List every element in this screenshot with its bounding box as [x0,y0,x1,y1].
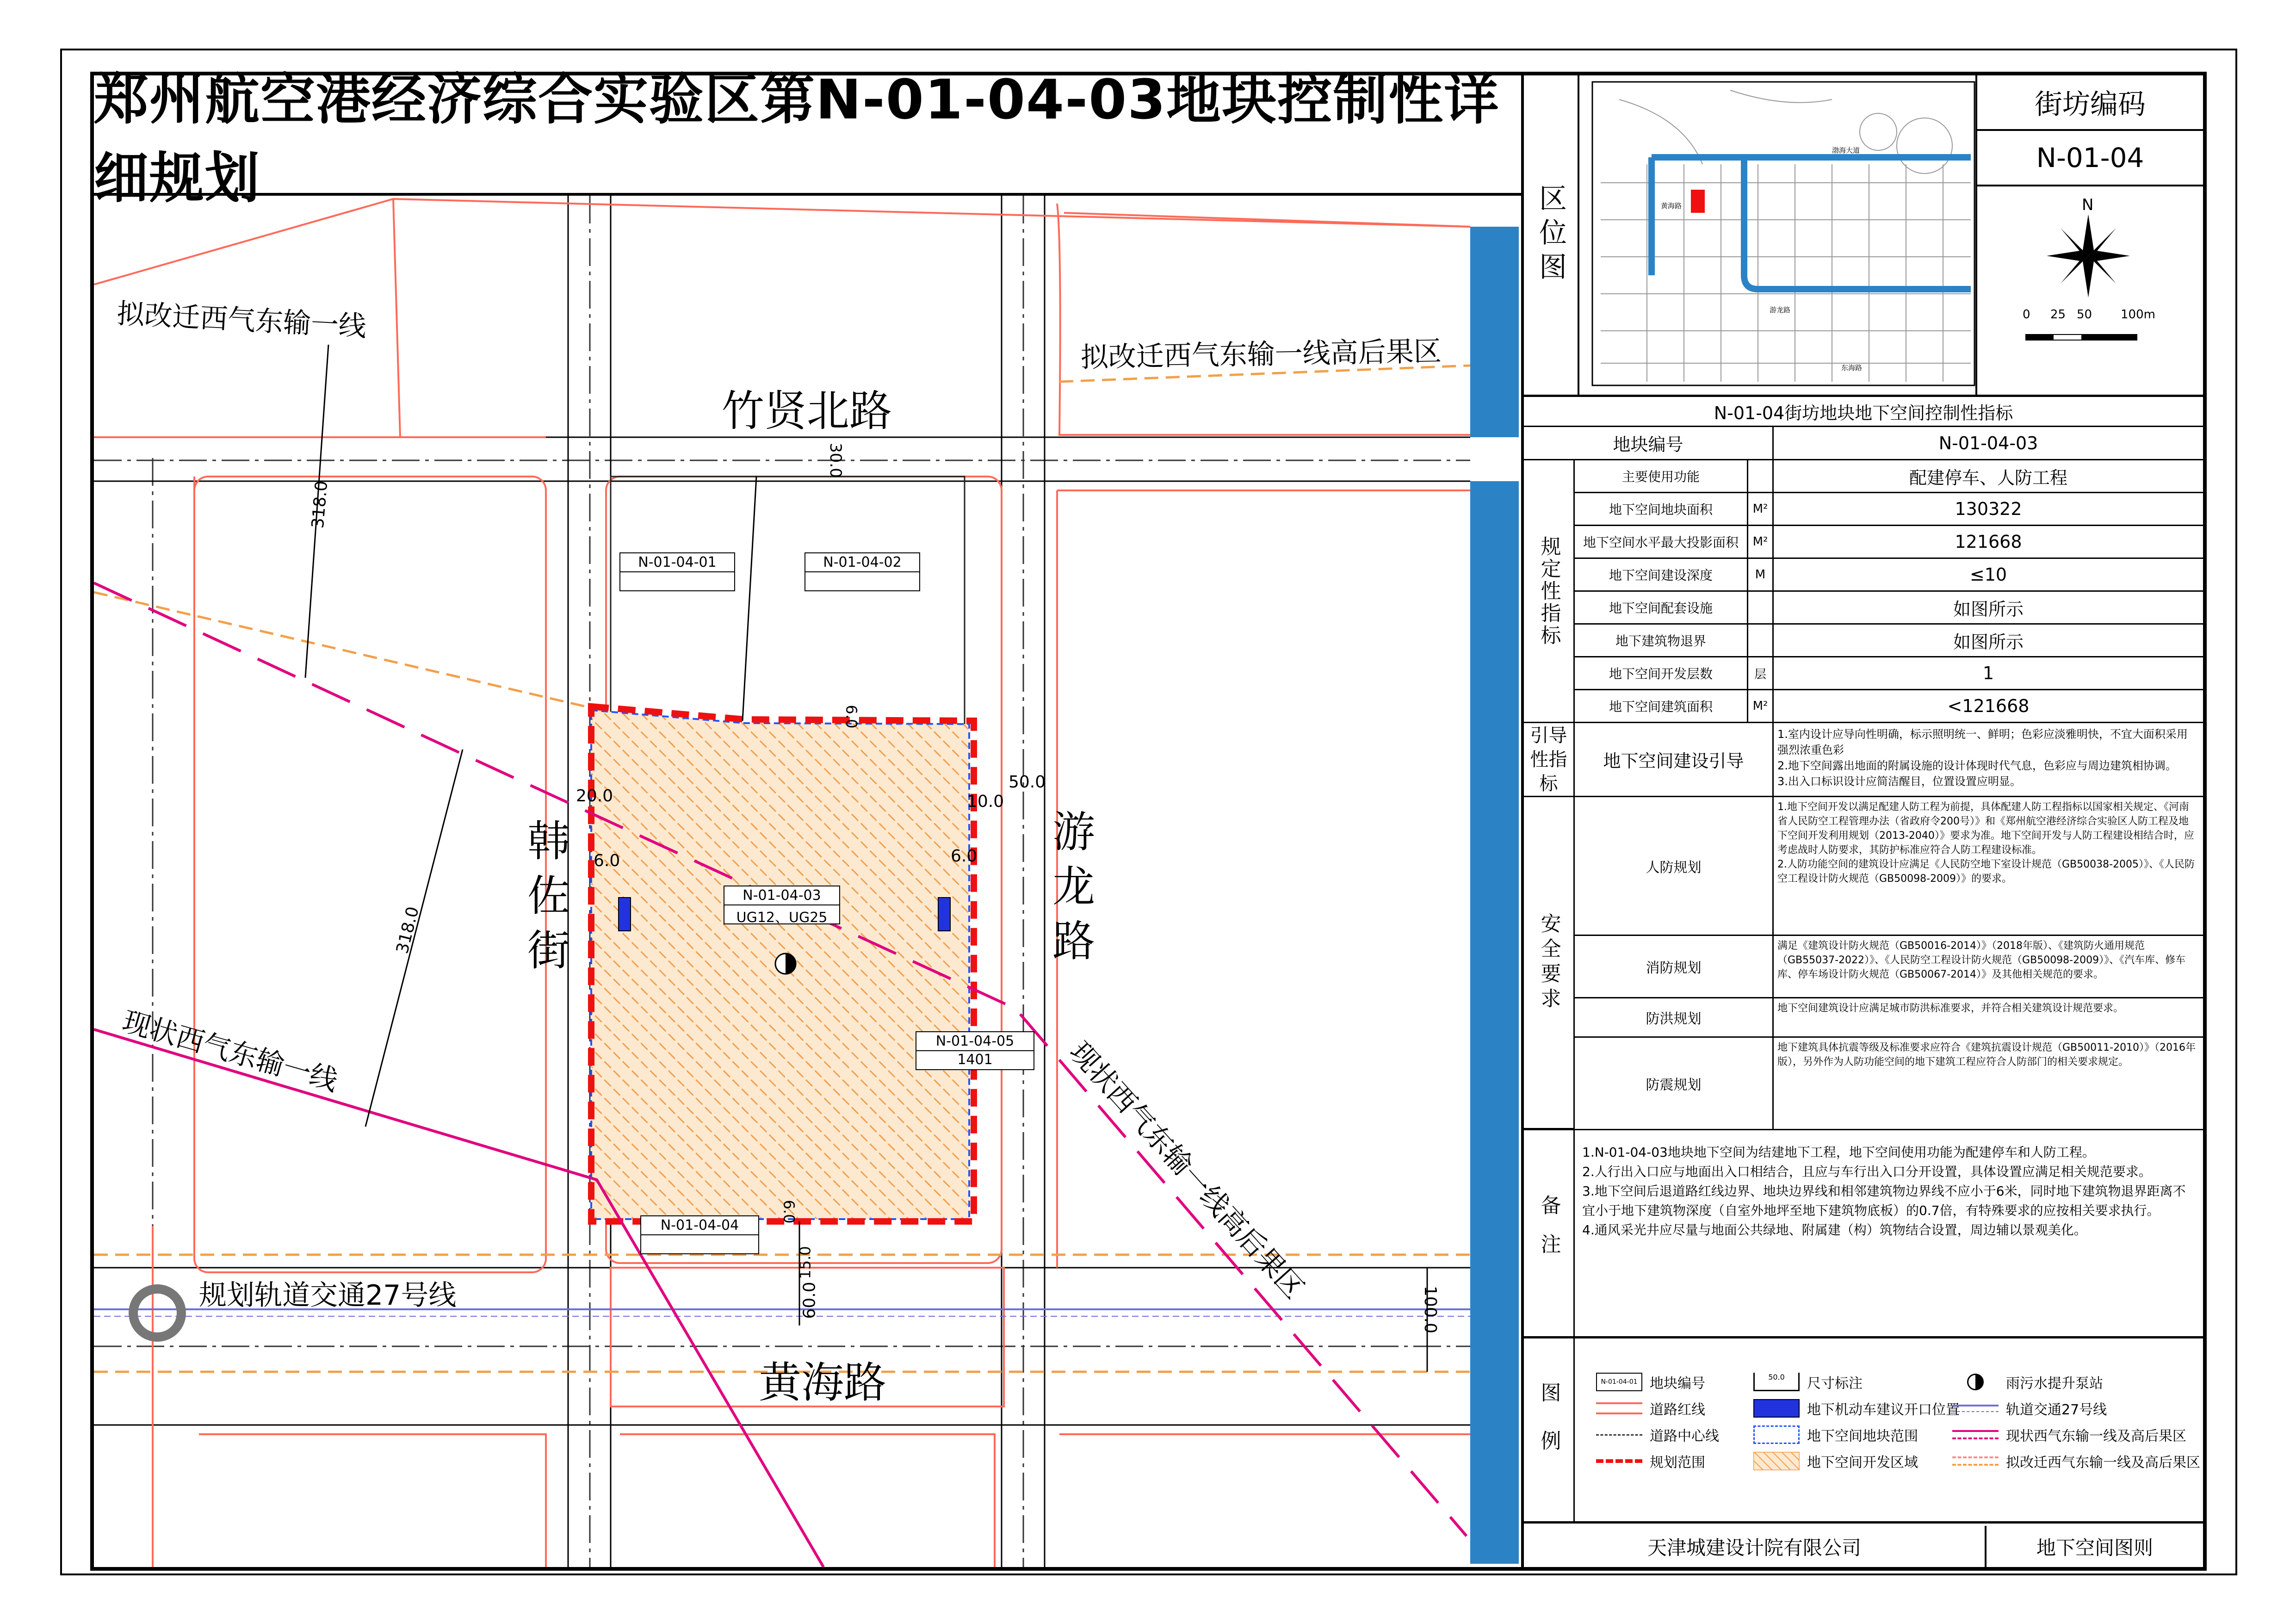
safety-label: 防震规划 [1575,1038,1774,1130]
indicator-label: 地下建筑物退界 [1575,625,1748,657]
indicator-label: 地下空间地块面积 [1575,493,1748,526]
indicator-unit [1748,625,1774,657]
pump-station-legend-icon [1952,1373,1999,1391]
dim-10: 10.0 [967,792,1004,811]
dim-50: 50.0 [1009,773,1046,792]
dim-6b: 6.0 [951,847,978,866]
parcel-03-use: UG12、UG25 [736,910,828,926]
parcel-01-code: N-01-04-01 [638,554,717,570]
scale-tick-25: 25 [2050,308,2066,322]
parcel-02-code: N-01-04-02 [823,554,902,570]
regulatory-rows [1575,460,2203,723]
group-safety-label: 安全要求 [1524,797,1575,1130]
parcel-label: 地块编号 [1524,427,1774,460]
pump-station-icon [775,954,796,974]
indicator-value: 如图所示 [1774,592,2203,625]
indicator-value: 121668 [1774,526,2203,559]
indicator-label: 主要使用功能 [1575,460,1748,493]
legend-centerline: 道路中心线 [1596,1425,1719,1445]
guidance-text: 1.室内设计应导向性明确，标示照明统一、鲜明；色彩应淡雅明快，不宜大面积采用强烈浓重色彩 2.地下空间露出地面的附属设施的设计体现时代气息，色彩应与周边建筑相协调。 3.出入口标识设计应简洁醒目，位置设置应明显。 [1777,728,2188,788]
group-regulatory-label: 规定性指标 [1524,460,1575,723]
svg-text:黄海路: 黄海路 [1661,202,1682,210]
parcel-05-landuse: 1401 [957,1052,993,1068]
road-label-north: 竹贤北路 [722,386,892,436]
dim-6d: 6.0 [780,1200,798,1224]
safety-text: 1.地下空间开发以满足配建人防工程为前提，具体配建人防工程指标以国家相关规定、《河南省人民防空工程管理办法（省政府令200号）》和《郑州航空港经济综合实验区人防工程及地下空间开发利用规划（2013-2040）》要求为准。地下空间开发与人防工程建设相结合时，应考虑战时人防要求，其防护标准应符合人防工程建设标准。 2.人防功能空间的建筑设计应满足《人民防空地下室设计规范（GB50038-2005）》、《人民防空工程设计防火规范（GB50098-2009）》的要求。 [1777,801,2195,885]
pipeline-proposed-label: 拟改迁西气东输一线 [116,297,367,343]
dim-6a: 6.0 [594,851,620,870]
svg-text:渤海大道: 渤海大道 [1832,146,1860,155]
indicator-unit: M² [1748,526,1774,559]
safety-text: 地下空间建筑设计应满足城市防洪标准要求，并符合相关建筑设计规范要求。 [1777,1003,2124,1014]
block-code-header: 街坊编码 [1975,75,2203,131]
safety-label: 人防规划 [1575,797,1774,936]
dim-100: 100.0 [1421,1285,1440,1334]
indicator-label: 地下空间配套设施 [1575,592,1748,625]
pipeline-proposed-zone-label: 拟改迁西气东输一线高后果区 [1080,335,1442,374]
rail-label: 规划轨道交通27号线 [199,1279,457,1312]
river-north [1470,227,1519,437]
legend-rail: 轨道交通27号线 [1952,1398,2107,1419]
indicators-header: N-01-04街坊地块地下空间控制性指标 [1524,395,2203,427]
group-guidance-label: 引导性指标 [1524,723,1575,797]
legend-sample-code: N-01-04-01 [1596,1373,1642,1391]
note-item-4: 4.通风采光井应尽量与地面公共绿地、附属建（构）筑物结合设置，周边辅以景观美化。 [1582,1222,2087,1238]
notes-label: 备注 [1524,1130,1575,1338]
legend-car-entrance: 地下机动车建议开口位置 [1753,1398,1960,1419]
parcel-value: N-01-04-03 [1774,427,2203,460]
indicator-unit: M [1748,559,1774,592]
scale-bar [2024,325,2144,344]
compass-cell [1975,186,2203,395]
dim-60: 60.0 [800,1282,819,1319]
north-arrow-icon [2047,214,2130,297]
pipeline-existing-zone-label: 现状西气东输一线高后果区 [1063,1035,1311,1305]
location-map [1591,81,1975,386]
safety-label: 消防规划 [1575,936,1774,998]
indicator-value: <121668 [1774,690,2203,723]
dim-30: 30.0 [826,443,845,478]
indicator-unit [1748,460,1774,493]
legend-existing-pipeline: 现状西气东输一线及高后果区 [1952,1425,2186,1445]
dim-15: 15.0 [796,1246,814,1279]
notes-cell [1524,1130,2203,1338]
river-south [1470,481,1519,1564]
indicator-unit: 层 [1748,657,1774,690]
legend-underground-parcel: 地下空间地块范围 [1753,1425,1918,1445]
guidance-cell [1774,723,2203,797]
indicator-value: 配建停车、人防工程 [1774,460,2203,493]
indicator-label: 地下空间开发层数 [1575,657,1748,690]
indicator-value: ≤10 [1774,559,2203,592]
legend-label: 图例 [1524,1338,1575,1524]
parcel-05-code: N-01-04-05 [935,1033,1015,1049]
safety-rows [1575,797,2203,1130]
note-item-3: 3.地下空间后退道路红线边界、地块边界线和相邻建筑物边界线不应小于6米，同时地下建筑物退界距离不宜小于地下建筑物深度（自室外地坪至地下建筑物底板）的0.7倍，有特殊要求的应按相关要求执行。 [1582,1183,2186,1218]
legend-parcel-code: N-01-04-01 地块编号 [1596,1372,1705,1392]
note-item-2: 2.人行出入口应与地面出入口相结合，且应与车行出入口分开设置，具体设置应满足相关规范要求。 [1582,1164,2152,1179]
north-label: N [2082,196,2094,214]
note-item-1: 1.N-01-04-03地块地下空间为结建地下工程，地下空间使用功能为配建停车和人防工程。 [1582,1145,2095,1160]
indicator-value: 130322 [1774,493,2203,526]
footer-drawing: 地下空间图则 [2036,1536,2153,1559]
safety-cell [1774,797,2203,936]
footer-company: 天津城建设计院有限公司 [1524,1526,1987,1567]
scale-tick-50: 50 [2077,308,2092,322]
safety-cell [1774,1038,2203,1130]
safety-cell [1774,936,2203,998]
scale-tick-0: 0 [2023,308,2030,322]
indicator-value: 1 [1774,657,2203,690]
indicator-unit [1748,592,1774,625]
dim-318a: 318.0 [308,480,332,529]
road-label-south: 黄海路 [759,1358,887,1407]
page-title: 郑州航空港经济综合实验区第N-01-04-03地块控制性详细规划 [94,75,1521,196]
legend-proposed-pipeline: 拟改迁西气东输一线及高后果区 [1952,1451,2200,1471]
svg-text:游龙路: 游龙路 [1770,306,1791,314]
legend-plan-boundary: 规划范围 [1596,1451,1705,1471]
safety-cell [1774,998,2203,1038]
legend-red-line: 道路红线 [1596,1398,1705,1419]
indicator-unit: M² [1748,690,1774,723]
indicator-value: 如图所示 [1774,625,2203,657]
safety-label: 防洪规划 [1575,998,1774,1038]
indicator-label: 地下空间建设深度 [1575,559,1748,592]
safety-text: 地下建筑具体抗震等级及标准要求应符合《建筑抗震设计规范（GB50011-2010）》（2016年版），另外作为人防功能空间的地下建筑工程应符合人防部门的相关要求规定。 [1777,1042,2196,1068]
indicator-label: 地下空间建筑面积 [1575,690,1748,723]
safety-text: 满足《建筑设计防火规范（GB50016-2014）》（2018年版）、《建筑防火通用规范（GB55037-2022）》、《人民防空工程设计防火规范（GB50098-2009）》、《汽车库、修车库、停车场设计防火规范（GB50067-2014）》及其他相关规范的要求。 [1777,940,2186,980]
parcel-03-code: N-01-04-03 [743,887,821,904]
block-code-value: N-01-04 [1975,131,2203,186]
dim-6c: 6.0 [842,705,860,729]
indicator-label: 地下空间水平最大投影面积 [1575,526,1748,559]
location-map-label: 区位图 [1524,75,1579,395]
legend-sample-dim: 50.0 [1753,1373,1800,1391]
parcel-04-code: N-01-04-04 [660,1217,739,1233]
legend-dev-area: 地下空间开发区域 [1753,1451,1918,1471]
pipeline-existing-label: 现状西气东输一线 [119,1005,341,1098]
road-label-east: 游龙路 [1052,807,1095,966]
indicator-unit: M² [1748,493,1774,526]
legend-pump-station: 雨污水提升泵站 [1952,1372,2103,1392]
svg-text:东海路: 东海路 [1841,364,1863,372]
scale-tick-100: 100m [2121,308,2155,322]
road-label-west: 韩佐街 [527,817,570,975]
dim-20: 20.0 [576,787,613,805]
parcel-boundary-north [611,477,965,726]
dim-318b: 318.0 [393,904,423,956]
legend-dimension: 50.0 尺寸标注 [1753,1372,1863,1392]
guidance-label: 地下空间建设引导 [1575,723,1774,797]
